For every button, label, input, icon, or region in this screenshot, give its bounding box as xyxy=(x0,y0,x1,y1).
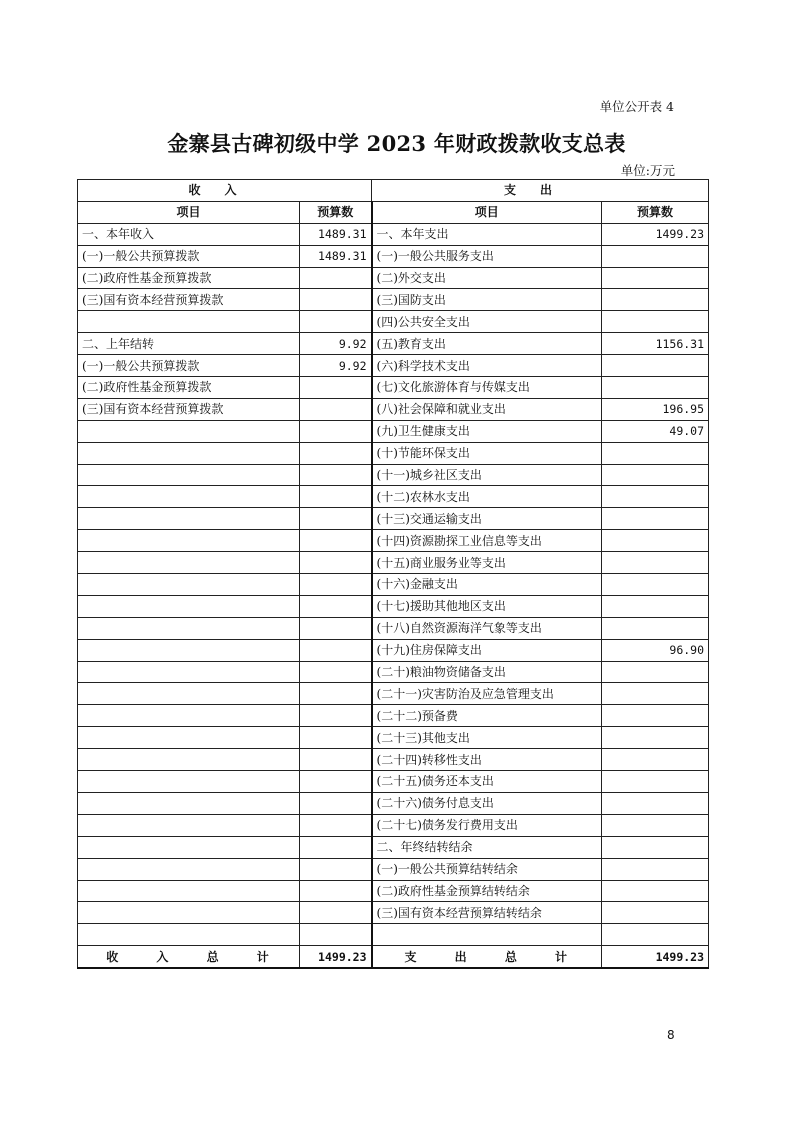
table-row xyxy=(78,442,709,464)
income-item-cell: (一)一般公共预算拨款 xyxy=(78,245,300,267)
table-row xyxy=(78,377,709,399)
expense-value-cell: 1499.23 xyxy=(602,223,709,245)
income-value-cell: 1489.31 xyxy=(300,223,372,245)
table-row xyxy=(78,486,709,508)
expense-item-cell: (十七)援助其他地区支出 xyxy=(372,595,602,617)
income-value-cell xyxy=(300,574,372,596)
expense-item-cell: (二十五)债务还本支出 xyxy=(372,771,602,793)
expense-value-cell xyxy=(602,442,709,464)
income-item-cell xyxy=(78,617,300,639)
income-item-cell xyxy=(78,683,300,705)
table-row xyxy=(78,771,709,793)
income-item-cell xyxy=(78,924,300,946)
table-row xyxy=(78,420,709,442)
table-row xyxy=(78,705,709,727)
expense-item-cell: (十九)住房保障支出 xyxy=(372,639,602,661)
expense-item-cell: (十六)金融支出 xyxy=(372,574,602,596)
income-item-cell xyxy=(78,661,300,683)
table-row xyxy=(78,902,709,924)
expense-value-cell: 196.95 xyxy=(602,398,709,420)
expense-value-cell xyxy=(602,289,709,311)
income-item-cell: (一)一般公共预算拨款 xyxy=(78,355,300,377)
expense-value-cell xyxy=(602,267,709,289)
income-budget-header: 预算数 xyxy=(300,201,372,223)
expense-value-cell: 49.07 xyxy=(602,420,709,442)
income-value-cell xyxy=(300,442,372,464)
expense-value-cell xyxy=(602,880,709,902)
expense-item-cell: (二十三)其他支出 xyxy=(372,727,602,749)
expense-value-cell xyxy=(602,705,709,727)
income-value-cell xyxy=(300,902,372,924)
income-value-cell xyxy=(300,267,372,289)
section-header-row xyxy=(78,180,709,202)
fiscal-summary-table xyxy=(77,179,709,969)
expense-item-cell: (六)科学技术支出 xyxy=(372,355,602,377)
expense-item-cell: (二十六)债务付息支出 xyxy=(372,792,602,814)
table-row xyxy=(78,617,709,639)
unit-label: 单位:万元 xyxy=(620,163,675,178)
income-value-cell xyxy=(300,749,372,771)
expense-item-cell: (五)教育支出 xyxy=(372,333,602,355)
income-item-cell xyxy=(78,749,300,771)
expense-value-cell xyxy=(602,771,709,793)
expense-value-cell xyxy=(602,245,709,267)
expense-item-cell: (八)社会保障和就业支出 xyxy=(372,398,602,420)
income-item-cell xyxy=(78,639,300,661)
income-item-cell xyxy=(78,836,300,858)
expense-value-cell xyxy=(602,464,709,486)
income-item-cell xyxy=(78,902,300,924)
table-row xyxy=(78,508,709,530)
income-item-cell xyxy=(78,727,300,749)
table-row xyxy=(78,223,709,245)
expense-total-label: 支 出 总 计 xyxy=(372,946,602,968)
expense-item-cell: (二)外交支出 xyxy=(372,267,602,289)
income-total-value: 1499.23 xyxy=(300,946,372,968)
table-row xyxy=(78,749,709,771)
income-value-cell xyxy=(300,486,372,508)
income-total-label: 收 入 总 计 xyxy=(78,946,300,968)
income-item-cell xyxy=(78,420,300,442)
table-row xyxy=(78,727,709,749)
expense-item-cell: (二十二)预备费 xyxy=(372,705,602,727)
income-item-cell xyxy=(78,442,300,464)
expense-value-cell xyxy=(602,749,709,771)
income-value-cell xyxy=(300,398,372,420)
income-item-cell: (二)政府性基金预算拨款 xyxy=(78,377,300,399)
table-row xyxy=(78,245,709,267)
expense-value-cell xyxy=(602,792,709,814)
expense-item-cell: (十一)城乡社区支出 xyxy=(372,464,602,486)
expense-value-cell xyxy=(602,311,709,333)
expense-item-cell: (十五)商业服务业等支出 xyxy=(372,552,602,574)
table-row xyxy=(78,267,709,289)
income-value-cell xyxy=(300,924,372,946)
expense-item-cell: (二十七)债务发行费用支出 xyxy=(372,814,602,836)
income-item-cell xyxy=(78,464,300,486)
expense-item-cell: (十)节能环保支出 xyxy=(372,442,602,464)
table-row xyxy=(78,398,709,420)
table-row xyxy=(78,289,709,311)
income-item-cell xyxy=(78,552,300,574)
income-item-cell xyxy=(78,508,300,530)
income-value-cell xyxy=(300,836,372,858)
income-value-cell xyxy=(300,530,372,552)
income-value-cell xyxy=(300,639,372,661)
expense-item-cell: (三)国有资本经营预算结转结余 xyxy=(372,902,602,924)
expense-value-cell: 1156.31 xyxy=(602,333,709,355)
income-value-cell xyxy=(300,464,372,486)
expense-value-cell xyxy=(602,924,709,946)
income-item-cell: 二、上年结转 xyxy=(78,333,300,355)
table-row xyxy=(78,552,709,574)
income-value-cell xyxy=(300,705,372,727)
expense-value-cell xyxy=(602,595,709,617)
income-value-cell xyxy=(300,311,372,333)
table-row xyxy=(78,814,709,836)
expense-item-cell: (一)一般公共服务支出 xyxy=(372,245,602,267)
income-value-cell xyxy=(300,858,372,880)
income-item-cell xyxy=(78,858,300,880)
expense-value-cell xyxy=(602,377,709,399)
table-row xyxy=(78,880,709,902)
expense-value-cell xyxy=(602,683,709,705)
income-item-cell xyxy=(78,486,300,508)
expense-item-cell: (十三)交通运输支出 xyxy=(372,508,602,530)
expense-value-cell xyxy=(602,902,709,924)
table-row xyxy=(78,333,709,355)
income-value-cell xyxy=(300,814,372,836)
expense-item-cell: (九)卫生健康支出 xyxy=(372,420,602,442)
income-item-header: 项目 xyxy=(78,201,300,223)
page-number: 8 xyxy=(667,1028,675,1042)
table-row xyxy=(78,858,709,880)
income-value-cell: 1489.31 xyxy=(300,245,372,267)
page-title: 金寨县古碑初级中学 2023 年财政拨款收支总表 xyxy=(167,131,626,156)
expense-item-cell: (十二)农林水支出 xyxy=(372,486,602,508)
expense-item-cell: (十八)自然资源海洋气象等支出 xyxy=(372,617,602,639)
table-row xyxy=(78,639,709,661)
income-item-cell: 一、本年收入 xyxy=(78,223,300,245)
income-item-cell xyxy=(78,530,300,552)
income-item-cell xyxy=(78,880,300,902)
income-value-cell xyxy=(300,508,372,530)
income-item-cell xyxy=(78,792,300,814)
income-value-cell xyxy=(300,683,372,705)
income-item-cell: (三)国有资本经营预算拨款 xyxy=(78,289,300,311)
expense-value-cell xyxy=(602,814,709,836)
income-item-cell xyxy=(78,771,300,793)
income-value-cell xyxy=(300,661,372,683)
expense-value-cell xyxy=(602,530,709,552)
income-value-cell: 9.92 xyxy=(300,355,372,377)
expense-item-cell: (十四)资源勘探工业信息等支出 xyxy=(372,530,602,552)
expense-value-cell xyxy=(602,836,709,858)
expense-item-cell: (二十一)灾害防治及应急管理支出 xyxy=(372,683,602,705)
table-row xyxy=(78,311,709,333)
expense-value-cell xyxy=(602,727,709,749)
expense-item-cell: 一、本年支出 xyxy=(372,223,602,245)
income-value-cell xyxy=(300,420,372,442)
table-row xyxy=(78,574,709,596)
expense-value-cell xyxy=(602,858,709,880)
total-row xyxy=(78,946,709,968)
expense-item-cell: (三)国防支出 xyxy=(372,289,602,311)
income-value-cell xyxy=(300,552,372,574)
income-section-header: 收入 xyxy=(78,180,372,202)
income-value-cell xyxy=(300,792,372,814)
expense-budget-header: 预算数 xyxy=(602,201,709,223)
expense-item-cell: (二)政府性基金预算结转结余 xyxy=(372,880,602,902)
expense-value-cell xyxy=(602,617,709,639)
income-item-cell: (三)国有资本经营预算拨款 xyxy=(78,398,300,420)
income-item-cell xyxy=(78,574,300,596)
table-row xyxy=(78,836,709,858)
income-item-cell xyxy=(78,311,300,333)
table-row xyxy=(78,661,709,683)
expense-item-cell: (四)公共安全支出 xyxy=(372,311,602,333)
income-value-cell xyxy=(300,595,372,617)
income-item-cell xyxy=(78,595,300,617)
table-row xyxy=(78,355,709,377)
income-value-cell xyxy=(300,617,372,639)
expense-item-cell: (七)文化旅游体育与传媒支出 xyxy=(372,377,602,399)
expense-value-cell xyxy=(602,486,709,508)
table-row xyxy=(78,792,709,814)
income-item-cell xyxy=(78,705,300,727)
expense-value-cell xyxy=(602,355,709,377)
table-row xyxy=(78,530,709,552)
income-value-cell xyxy=(300,771,372,793)
expense-item-cell: (一)一般公共预算结转结余 xyxy=(372,858,602,880)
income-value-cell: 9.92 xyxy=(300,333,372,355)
table-row xyxy=(78,924,709,946)
income-value-cell xyxy=(300,377,372,399)
income-value-cell xyxy=(300,880,372,902)
table-row xyxy=(78,595,709,617)
table-row xyxy=(78,464,709,486)
expense-item-cell xyxy=(372,924,602,946)
expense-item-cell: (二十)粮油物资储备支出 xyxy=(372,661,602,683)
expense-item-cell: (二十四)转移性支出 xyxy=(372,749,602,771)
expense-value-cell xyxy=(602,552,709,574)
form-number: 单位公开表 4 xyxy=(599,99,674,114)
expense-item-cell: 二、年终结转结余 xyxy=(372,836,602,858)
expense-value-cell: 96.90 xyxy=(602,639,709,661)
expense-item-header: 项目 xyxy=(372,201,602,223)
income-value-cell xyxy=(300,727,372,749)
expense-value-cell xyxy=(602,508,709,530)
income-value-cell xyxy=(300,289,372,311)
expense-section-header: 支出 xyxy=(372,180,709,202)
table-row xyxy=(78,683,709,705)
column-header-row xyxy=(78,201,709,223)
expense-total-value: 1499.23 xyxy=(602,946,709,968)
expense-value-cell xyxy=(602,574,709,596)
income-item-cell xyxy=(78,814,300,836)
income-item-cell: (二)政府性基金预算拨款 xyxy=(78,267,300,289)
expense-value-cell xyxy=(602,661,709,683)
